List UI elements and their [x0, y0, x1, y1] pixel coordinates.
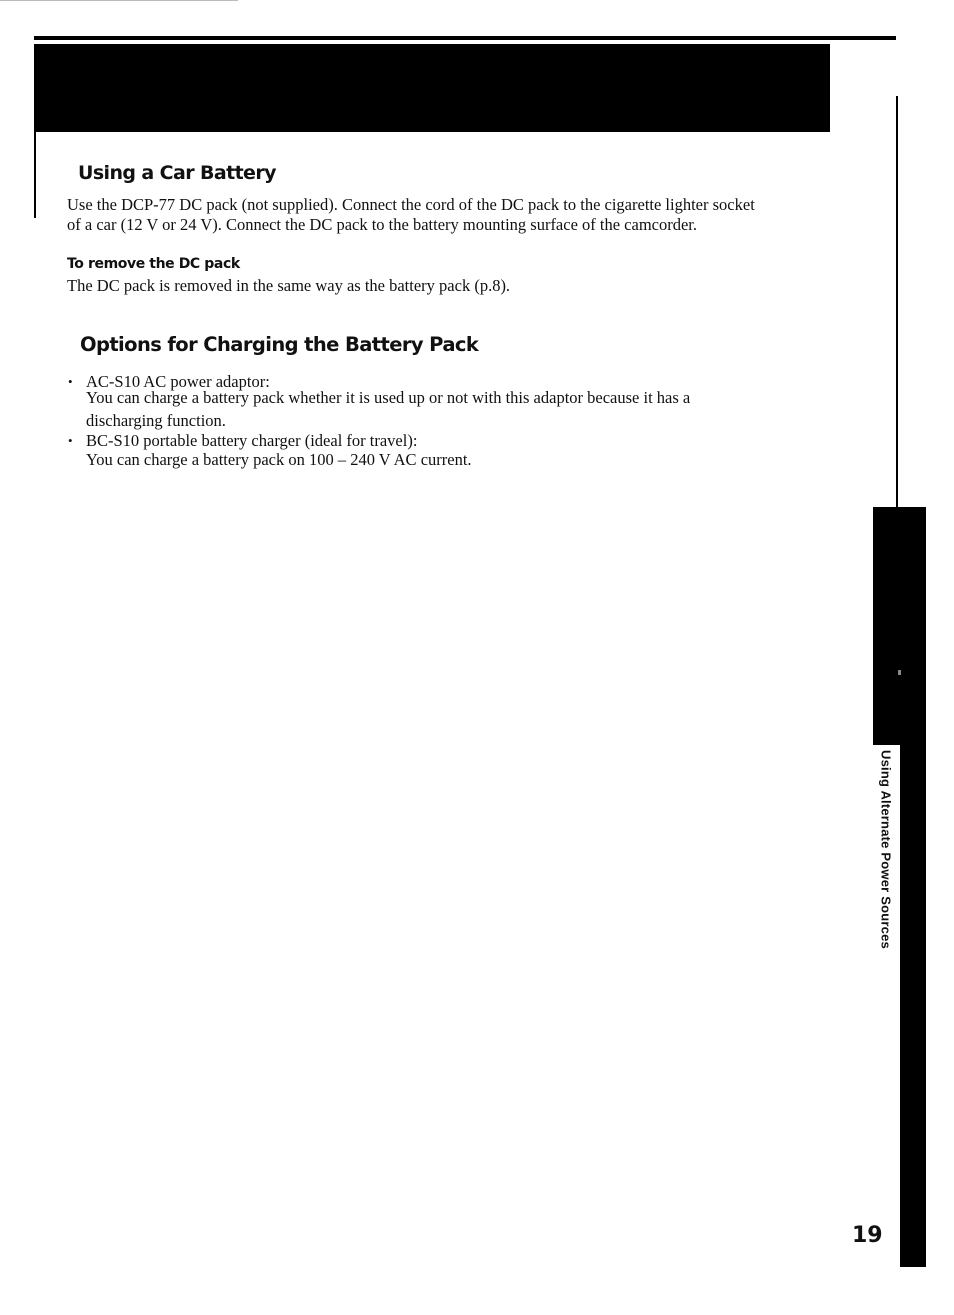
car-battery-heading: Using a Car Battery — [78, 162, 276, 184]
bullet-icon: • — [68, 433, 73, 448]
page-number: 19 — [852, 1223, 883, 1248]
option-2-title: BC-S10 portable battery charger (ideal for travel): — [86, 431, 418, 450]
charging-options-heading: Options for Charging the Battery Pack — [80, 333, 479, 356]
remove-dc-pack-subheading: To remove the DC pack — [67, 256, 240, 272]
side-tab-text: Using Alternate Power Sources — [878, 750, 894, 949]
header-rule — [34, 36, 896, 40]
section-left-bar — [34, 132, 36, 218]
bullet-icon: • — [68, 374, 73, 389]
option-1-text-line-1: You can charge a battery pack whether it is used up or not with this adaptor because it has a — [86, 388, 691, 407]
option-1-title: AC-S10 AC power adaptor: — [86, 372, 270, 391]
remove-dc-pack-text: The DC pack is removed in the same way as the battery pack (p.8). — [67, 276, 511, 295]
car-battery-text-line-2: of a car (12 V or 24 V). Connect the DC pack to the battery mounting surface of the camcorder. — [67, 215, 698, 234]
option-2-text-line-1: You can charge a battery pack on 100 – 240 V AC current. — [86, 450, 472, 469]
top-edge-rule — [0, 0, 238, 1]
car-battery-text-line-1: Use the DCP-77 DC pack (not supplied). Connect the cord of the DC pack to the cigarette lighter socket — [67, 195, 755, 214]
side-tab-label — [876, 750, 896, 970]
right-margin-line — [896, 96, 898, 508]
option-1-text-line-2: discharging function. — [86, 411, 226, 430]
page-edge-bar — [900, 507, 926, 1267]
thumb-tab-mark — [898, 670, 901, 675]
chapter-thumb-tab — [873, 507, 900, 745]
header-band — [34, 44, 830, 132]
